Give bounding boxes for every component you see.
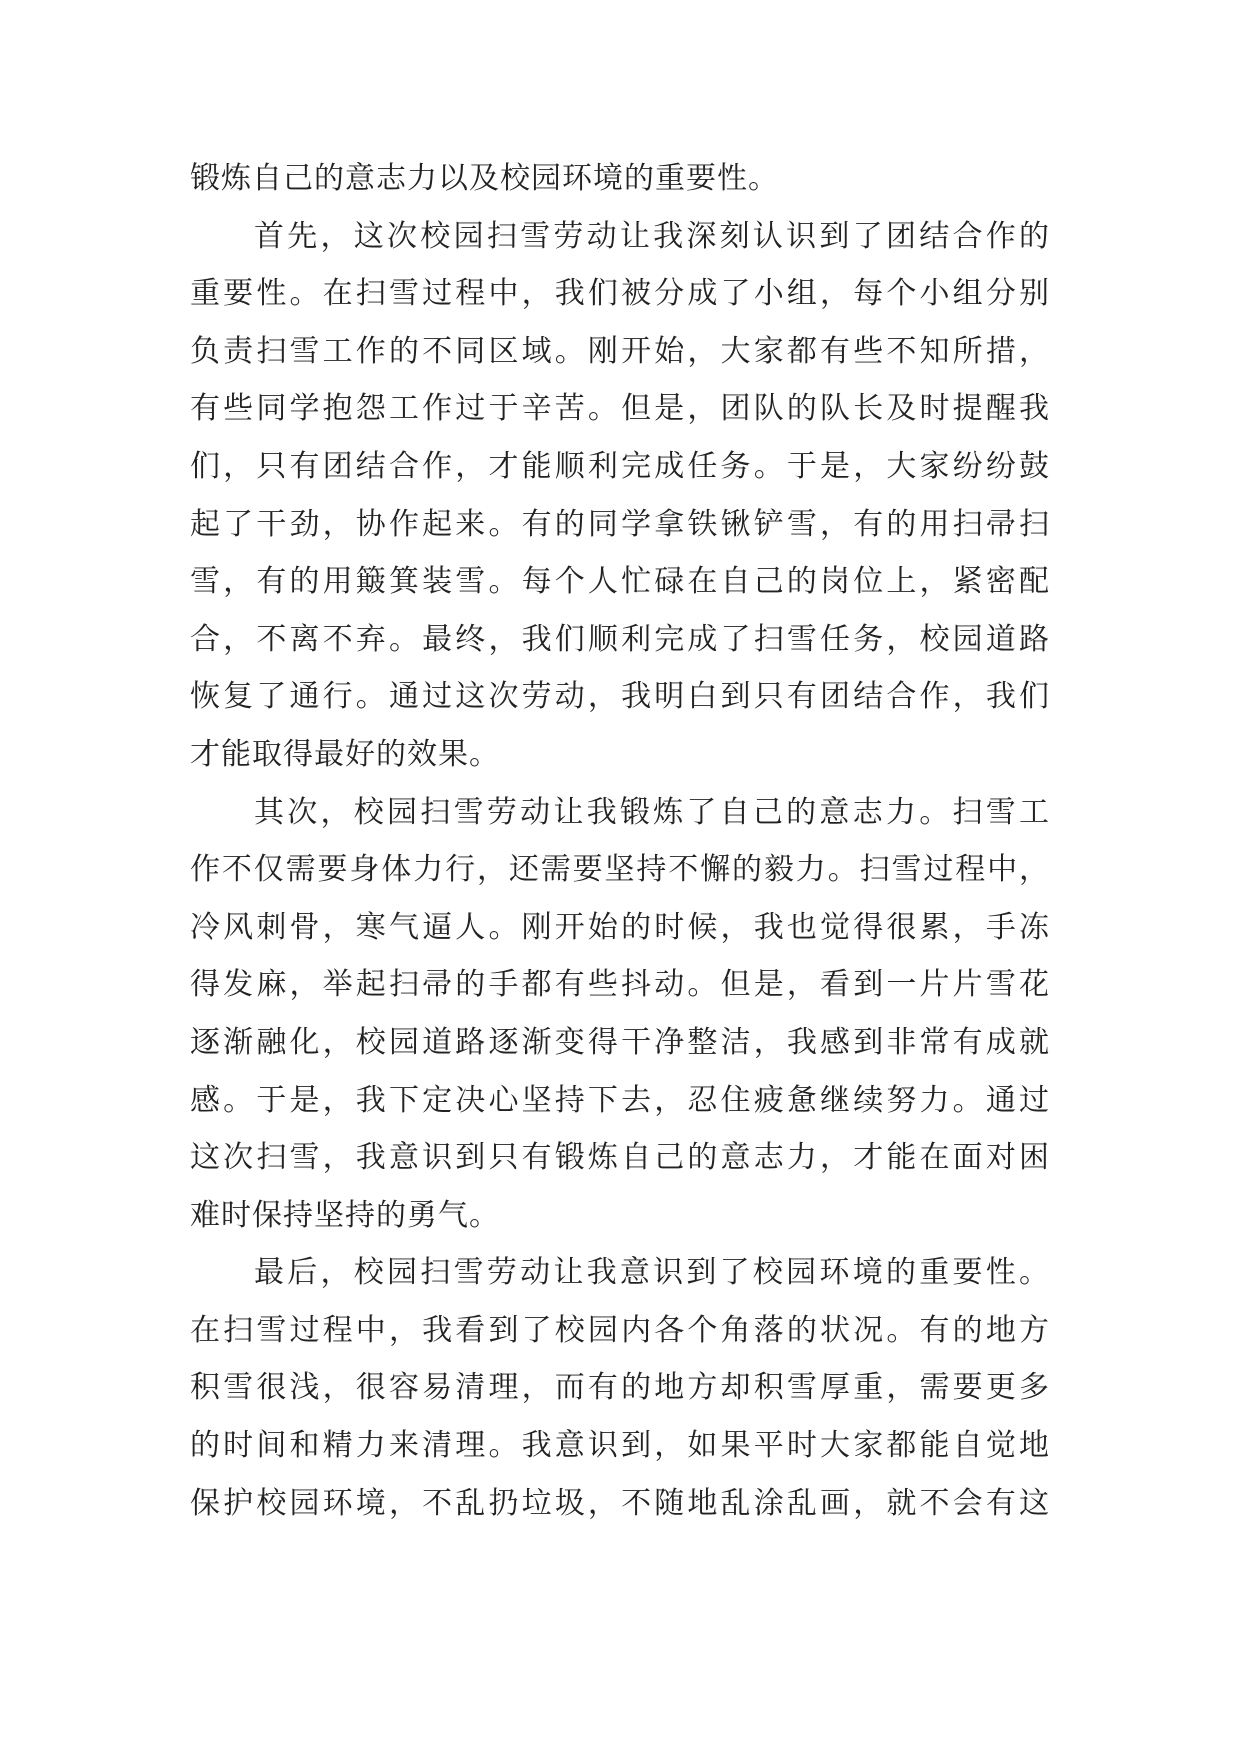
text-line: 重要性。在扫雪过程中，我们被分成了小组，每个小组分别: [190, 276, 1050, 312]
text-line: 难时保持坚持的勇气。: [190, 1197, 500, 1233]
text-line: 负责扫雪工作的不同区域。刚开始，大家都有些不知所措，: [190, 333, 1050, 369]
document-body: [190, 150, 1050, 1532]
paragraph: [190, 208, 1050, 784]
text-line: 积雪很浅，很容易清理，而有的地方却积雪厚重，需要更多: [190, 1370, 1050, 1406]
paragraph: [190, 784, 1050, 1245]
paragraph: [190, 150, 1050, 208]
text-line: 其次，校园扫雪劳动让我锻炼了自己的意志力。扫雪工: [254, 794, 1050, 830]
text-line: 在扫雪过程中，我看到了校园内各个角落的状况。有的地方: [190, 1312, 1050, 1348]
text-line: 的时间和精力来清理。我意识到，如果平时大家都能自觉地: [190, 1428, 1050, 1464]
text-line: 有些同学抱怨工作过于辛苦。但是，团队的队长及时提醒我: [190, 391, 1050, 427]
text-line: 得发麻，举起扫帚的手都有些抖动。但是，看到一片片雪花: [190, 967, 1050, 1003]
text-line: 冷风刺骨，寒气逼人。刚开始的时候，我也觉得很累，手冻: [190, 909, 1050, 945]
text-line: 保护校园环境，不乱扔垃圾，不随地乱涂乱画，就不会有这: [190, 1485, 1050, 1521]
text-line: 合，不离不弃。最终，我们顺利完成了扫雪任务，校园道路: [190, 621, 1050, 657]
text-line: 作不仅需要身体力行，还需要坚持不懈的毅力。扫雪过程中，: [190, 852, 1050, 888]
text-line: 最后，校园扫雪劳动让我意识到了校园环境的重要性。: [254, 1255, 1050, 1291]
text-line: 雪，有的用簸箕装雪。每个人忙碌在自己的岗位上，紧密配: [190, 564, 1050, 600]
text-line: 锻炼自己的意志力以及校园环境的重要性。: [190, 161, 779, 196]
text-line: 才能取得最好的效果。: [190, 736, 500, 772]
text-line: 感。于是，我下定决心坚持下去，忍住疲惫继续努力。通过: [190, 1082, 1050, 1118]
text-line: 起了干劲，协作起来。有的同学拿铁锹铲雪，有的用扫帚扫: [190, 506, 1050, 542]
text-line: 逐渐融化，校园道路逐渐变得干净整洁，我感到非常有成就: [190, 1024, 1050, 1060]
text-line: 这次扫雪，我意识到只有锻炼自己的意志力，才能在面对困: [190, 1140, 1050, 1176]
paragraph: [190, 1244, 1050, 1532]
text-line: 们，只有团结合作，才能顺利完成任务。于是，大家纷纷鼓: [190, 448, 1050, 484]
text-line: 首先，这次校园扫雪劳动让我深刻认识到了团结合作的: [254, 218, 1050, 254]
text-line: 恢复了通行。通过这次劳动，我明白到只有团结合作，我们: [190, 679, 1050, 715]
